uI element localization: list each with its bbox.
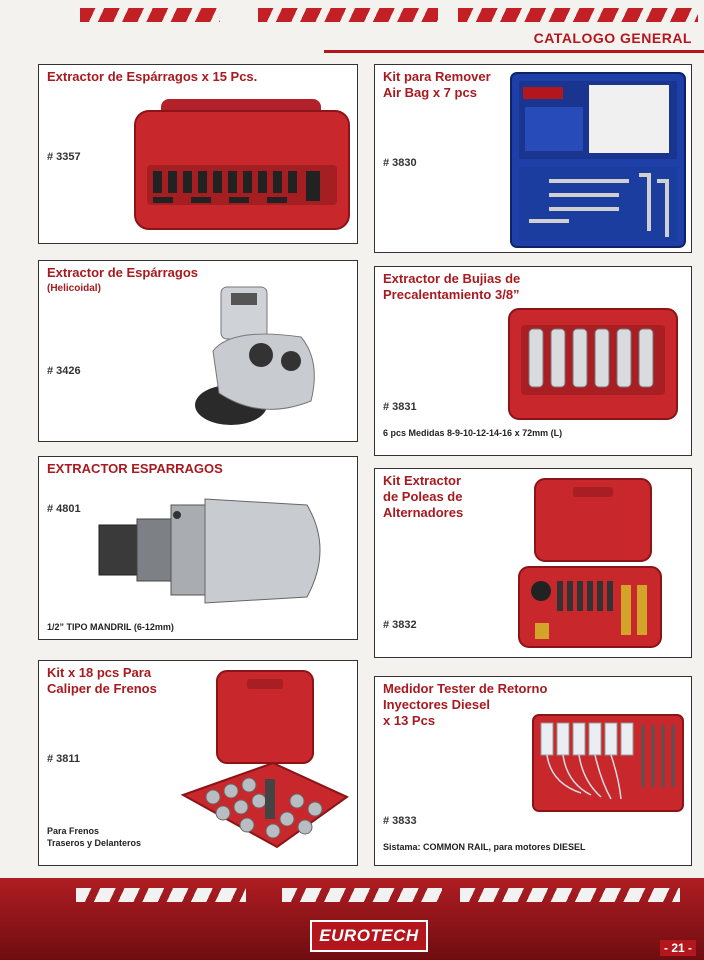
page-number: - 21 - [660, 940, 696, 956]
product-code: # 3811 [47, 753, 81, 765]
product-title: Kit para Remover Air Bag x 7 pcs [383, 69, 491, 100]
product-code: # 3833 [383, 815, 417, 827]
section-title: CATALOGO GENERAL [533, 30, 692, 46]
product-title: Extractor de Espárragos [47, 265, 199, 280]
brand-logo [310, 920, 428, 952]
product-card-4801 [38, 456, 358, 640]
product-note: Para Frenos Traseros y Delanteros [47, 826, 142, 848]
product-title: Kit Extractor de Poleas de Alternadores [383, 473, 464, 520]
product-subtitle: (Helicoidal) [47, 283, 101, 294]
alternator-pulley-kit-image [515, 477, 665, 649]
footer-stripes-right [460, 888, 680, 902]
stud-extractor-set-image [131, 95, 353, 235]
product-code: # 3830 [383, 157, 417, 169]
product-note: Sistama: COMMON RAIL, para motores DIESEL [383, 842, 586, 852]
glow-plug-extractor-image [507, 307, 679, 421]
header-rule [324, 50, 704, 53]
product-title: Medidor Tester de Retorno Inyectores Diesel x 13 Pcs [383, 681, 548, 728]
product-note: 1/2” TIPO MANDRIL (6-12mm) [47, 622, 174, 632]
product-card-3357 [38, 64, 358, 244]
product-title: Kit x 18 pcs Para Caliper de Frenos [47, 665, 157, 696]
footer-stripes-center [282, 888, 442, 902]
product-card-3830 [374, 64, 692, 253]
product-card-3811 [38, 660, 358, 866]
collet-stud-extractor-image [97, 485, 337, 615]
product-code: # 3426 [47, 365, 81, 377]
page-header [0, 0, 704, 56]
product-card-3833 [374, 676, 692, 866]
header-stripes-right [458, 8, 698, 22]
product-card-3832 [374, 468, 692, 658]
brand-name: EUROTECH [319, 926, 419, 945]
product-card-3831 [374, 266, 692, 456]
product-title: Extractor de Espárragos x 15 Pcs. [47, 69, 258, 84]
header-stripes-center [258, 8, 438, 22]
product-title: Extractor de Bujias de Precalentamiento 3/8” [383, 271, 521, 302]
diesel-injector-tester-image [531, 713, 685, 813]
header-stripes-left [80, 8, 220, 22]
product-code: # 4801 [47, 503, 81, 515]
footer-stripes-left [76, 888, 246, 902]
product-code: # 3357 [47, 151, 81, 163]
helical-stud-extractor-image [191, 281, 331, 437]
brake-caliper-kit-image [177, 667, 353, 857]
product-title: EXTRACTOR ESPARRAGOS [47, 461, 223, 476]
airbag-removal-kit-image [509, 71, 687, 249]
product-note: 6 pcs Medidas 8-9-10-12-14-16 x 72mm (L) [383, 428, 563, 438]
product-code: # 3832 [383, 619, 417, 631]
product-card-3426 [38, 260, 358, 442]
product-code: # 3831 [383, 401, 417, 413]
